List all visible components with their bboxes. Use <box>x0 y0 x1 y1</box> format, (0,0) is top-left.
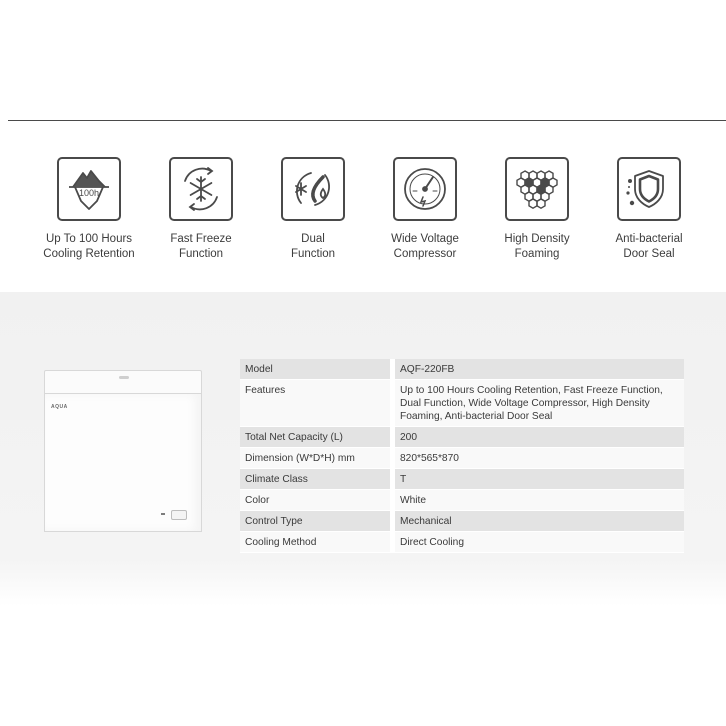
honeycomb-icon <box>505 157 569 221</box>
feature-icons-row <box>0 157 726 267</box>
feature-label-line1: Fast Freeze <box>170 233 232 245</box>
feature-label <box>365 232 485 261</box>
feature-label <box>477 232 597 261</box>
feature-label-line1: Dual <box>301 233 325 245</box>
table-row <box>240 532 684 553</box>
spec-value: AQF-220FB <box>395 359 684 380</box>
feature-label-line2: Compressor <box>393 247 457 260</box>
iceberg-icon <box>57 157 121 221</box>
spec-value: White <box>395 490 684 511</box>
chest-freezer-image <box>44 370 202 532</box>
feature-fast-freeze <box>141 157 261 261</box>
feature-label <box>589 232 709 261</box>
dual-function-icon <box>281 157 345 221</box>
spec-key: Color <box>240 490 390 511</box>
feature-wide-voltage <box>365 157 485 261</box>
feature-label-line2: Foaming <box>514 247 560 260</box>
feature-high-density <box>477 157 597 261</box>
table-row <box>240 359 684 380</box>
freezer-lid-handle <box>119 376 129 379</box>
feature-label-line1: Wide Voltage <box>391 233 459 245</box>
table-row <box>240 490 684 511</box>
snowflake-arrows-icon <box>169 157 233 221</box>
spec-value: Direct Cooling <box>395 532 684 553</box>
feature-label-line2: Cooling Retention <box>43 247 135 260</box>
table-row <box>240 511 684 532</box>
feature-label <box>253 232 373 261</box>
spec-value: Mechanical <box>395 511 684 532</box>
shield-icon <box>617 157 681 221</box>
spec-key: Dimension (W*D*H) mm <box>240 448 390 469</box>
brand-logo: AQUA <box>51 404 68 410</box>
feature-anti-bacterial <box>589 157 709 261</box>
spec-value: 820*565*870 <box>395 448 684 469</box>
freezer-lid <box>44 370 202 394</box>
spec-value: T <box>395 469 684 490</box>
thermostat-knob <box>171 510 187 520</box>
spec-value: 200 <box>395 427 684 448</box>
table-row <box>240 448 684 469</box>
table-row <box>240 427 684 448</box>
iceberg-icon-text: 100h <box>78 188 100 198</box>
table-row <box>240 380 684 427</box>
feature-label-line2: Door Seal <box>623 247 675 260</box>
top-divider <box>8 120 726 121</box>
spec-key: Climate Class <box>240 469 390 490</box>
table-row <box>240 469 684 490</box>
feature-label-line2: Function <box>290 247 336 260</box>
feature-dual-function <box>253 157 373 261</box>
feature-label-line1: Anti-bacterial <box>615 233 683 245</box>
feature-cooling-retention <box>29 157 149 261</box>
feature-label-line1: Up To 100 Hours <box>45 233 133 245</box>
feature-label-line2: Function <box>178 247 224 260</box>
freezer-indicator <box>161 513 165 515</box>
spec-key: Total Net Capacity (L) <box>240 427 390 448</box>
feature-label <box>141 232 261 261</box>
feature-label <box>29 232 149 261</box>
freezer-body <box>44 394 202 532</box>
spec-value: Up to 100 Hours Cooling Retention, Fast Freeze Function, Dual Function, Wide Voltage Compressor, High Density Foaming, Anti-bacterial Door Seal <box>395 380 684 427</box>
spec-key: Cooling Method <box>240 532 390 553</box>
feature-label-line1: High Density <box>504 233 570 245</box>
spec-key: Model <box>240 359 390 380</box>
spec-table <box>240 359 684 553</box>
spec-key: Features <box>240 380 390 427</box>
voltage-gauge-icon <box>393 157 457 221</box>
spec-key: Control Type <box>240 511 390 532</box>
